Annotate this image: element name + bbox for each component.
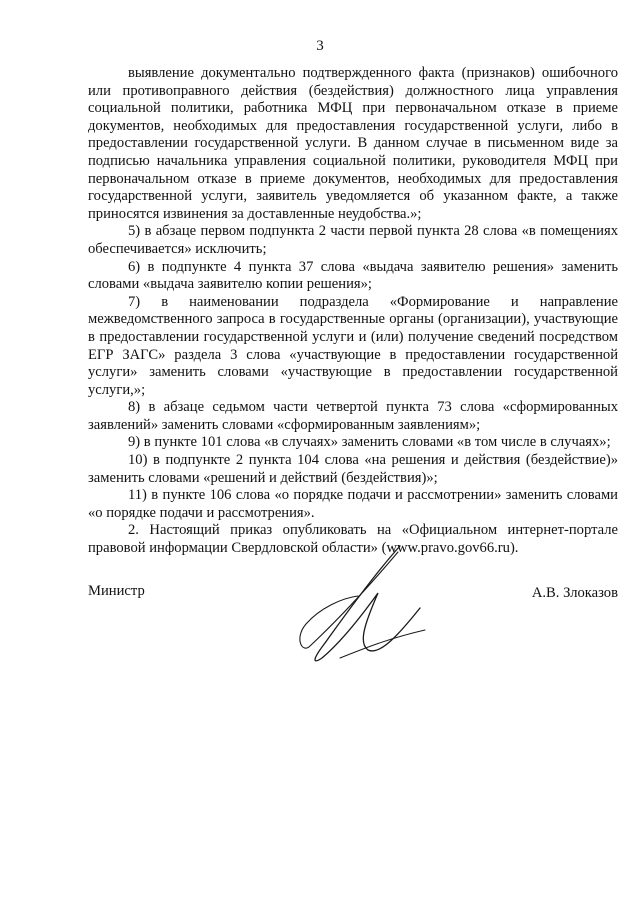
paragraph-item-8: 8) в абзаце седьмом части четвертой пункта 73 слова «сформированных заявлений» заменить словами «сформированным заявлениям»; — [88, 399, 618, 433]
signature-block — [88, 583, 618, 613]
paragraph-item-7: 7) в наименовании подраздела «Формирование и направление межведомственного запроса в государственные органы (организации), участвующие в предоставлении государственной услуги и (или) получение сведений посредством ЕГР ЗАГС» раздела 3 слова «участвующие в предоставлении государственной услуги» заменить словами «участвующие в предоставлении государственной услуги,»; — [88, 293, 618, 398]
order-text — [88, 65, 618, 558]
signer-title: Министр — [88, 583, 145, 599]
paragraph-publication: 2. Настоящий приказ опубликовать на «Официальном интернет-портале правовой информации Свердловской области» (www.pravo.gov66.ru). — [88, 522, 618, 557]
page-number: 3 — [316, 38, 324, 54]
paragraph-item-10: 10) в подпункте 2 пункта 104 слова «на решения и действия (бездействие)» заменить словами «решений и действий (бездействия)»; — [88, 452, 618, 486]
paragraph-item-9: 9) в пункте 101 слова «в случаях» заменить словами «в том числе в случаях»; — [128, 434, 611, 451]
signer-name: А.В. Злоказов — [531, 585, 618, 601]
paragraph-continuation: выявление документально подтвержденного факта (признаков) ошибочного или противоправного действия (бездействия) должностного лица управления социальной политики, работника МФЦ при первоначальном отказе в приеме документов, необходимых для предоставления государственной услуги, либо в предоставлении государственной услуги. В данном случае в письменном виде за подписью начальника управления социальной политики, руководителя МФЦ при первоначальном отказе в приеме документов, необходимых для предоставления государственной услуги, заявитель уведомляется об указанном факте, а также приносятся извинения за доставленные неудобства.»; — [88, 65, 618, 222]
paragraph-item-11: 11) в пункте 106 слова «о порядке подачи и рассмотрении» заменить словами «о порядке подачи и рассмотрения». — [88, 487, 618, 521]
paragraph-item-5: 5) в абзаце первом подпункта 2 части первой пункта 28 слова «в помещениях обеспечивается» исключить; — [88, 223, 618, 257]
paragraph-item-6: 6) в подпункте 4 пункта 37 слова «выдача заявителю решения» заменить словами «выдача заявителю копии решения»; — [88, 258, 618, 293]
